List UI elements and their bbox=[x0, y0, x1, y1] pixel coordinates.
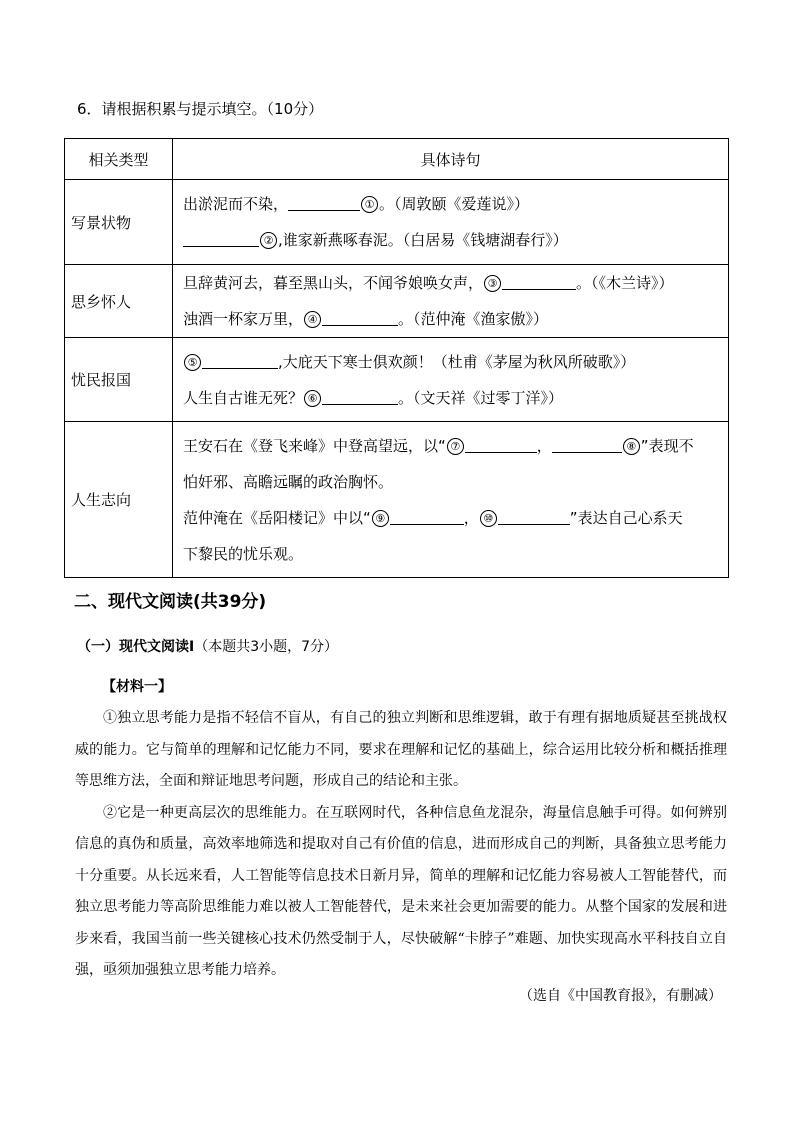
subsection-title: （一）现代文阅读Ⅰ bbox=[77, 639, 195, 655]
verse-text: ， bbox=[536, 436, 552, 455]
section-2-heading: 二、现代文阅读(共39分) bbox=[74, 592, 267, 612]
answer-blank[interactable] bbox=[322, 386, 398, 405]
blank-number: ⑦ bbox=[447, 438, 464, 455]
verse-line: 怕奸邪、高瞻远瞩的政治胸怀。 bbox=[183, 472, 394, 491]
verse-text: 人生自古谁无死？ bbox=[183, 388, 304, 407]
answer-blank[interactable] bbox=[322, 307, 398, 326]
verse-source: 。（文天祥《过零丁洋》） bbox=[398, 388, 564, 407]
blank-number: ⑧ bbox=[623, 438, 640, 455]
paragraph: ①独立思考能力是指不轻信不盲从，有自己的独立判断和思维逻辑，敢于有理有据地质疑甚至挑战权威的能力。它与简单的理解和记忆能力不同，要求在理解和记忆的基础上，综合运用比较分析和概括推理等思维方法，全面和辩证地思考问题，形成自己的结论和主张。 bbox=[75, 710, 727, 789]
header-type: 相关类型 bbox=[65, 139, 173, 180]
row-content bbox=[173, 338, 729, 422]
verse-source: 。（范仲淹《渔家傲》） bbox=[398, 310, 549, 328]
verse-source: 。（周敦颐《爱莲说》） bbox=[379, 195, 530, 213]
table-row bbox=[65, 265, 729, 338]
answer-blank[interactable] bbox=[498, 506, 570, 525]
row-type: 忧民报国 bbox=[65, 338, 173, 422]
row-content bbox=[173, 265, 729, 338]
row-content bbox=[173, 422, 729, 578]
verse-source: ,谁家新燕啄春泥。（白居易《钱塘湖春行》） bbox=[278, 231, 568, 249]
verse-text: 旦辞黄河去，暮至黑山头，不闻爷娘唤女声， bbox=[183, 274, 484, 292]
subsection-note: （本题共3小题，7分） bbox=[194, 639, 339, 655]
blank-number: ⑥ bbox=[304, 390, 321, 407]
question-6-prompt: 6．请根据积累与提示填空。（10分） bbox=[77, 100, 324, 118]
subsection-1-heading bbox=[77, 636, 338, 656]
verse-line bbox=[183, 380, 728, 416]
verse-text: 出淤泥而不染， bbox=[183, 195, 289, 213]
row-type: 思乡怀人 bbox=[65, 265, 173, 338]
answer-blank[interactable] bbox=[552, 434, 622, 453]
verse-line bbox=[183, 265, 728, 301]
table-header-row bbox=[65, 139, 729, 180]
row-content bbox=[173, 180, 729, 265]
verse-line bbox=[183, 222, 728, 258]
verse-line bbox=[183, 344, 728, 380]
blank-number: ④ bbox=[304, 311, 321, 328]
verse-source: ,大庇天下寒士俱欢颜！（杜甫《茅屋为秋风所破歌》） bbox=[278, 352, 636, 371]
blank-number: ⑩ bbox=[480, 510, 497, 527]
verse-text: 浊酒一杯家万里， bbox=[183, 310, 304, 328]
blank-number: ① bbox=[361, 196, 378, 213]
answer-blank[interactable] bbox=[502, 271, 576, 290]
blank-number: ⑤ bbox=[184, 354, 201, 371]
answer-blank[interactable] bbox=[183, 228, 259, 247]
verse-line bbox=[183, 500, 728, 536]
row-type: 人生志向 bbox=[65, 422, 173, 578]
verse-line: 下黎民的忧乐观。 bbox=[183, 544, 304, 563]
blank-number: ⑨ bbox=[372, 510, 389, 527]
header-verses: 具体诗句 bbox=[173, 139, 729, 180]
table-row bbox=[65, 180, 729, 265]
table-row bbox=[65, 422, 729, 578]
verse-line bbox=[183, 301, 728, 337]
answer-blank[interactable] bbox=[465, 434, 537, 453]
material-1-label: 【材料一】 bbox=[102, 679, 172, 695]
verse-source: 。（《木兰诗》） bbox=[576, 274, 674, 292]
answer-blank[interactable] bbox=[288, 192, 360, 211]
verse-text: ， bbox=[463, 508, 479, 527]
verse-line bbox=[183, 428, 728, 464]
table-row bbox=[65, 338, 729, 422]
answer-blank[interactable] bbox=[202, 350, 278, 369]
row-type: 写景状物 bbox=[65, 180, 173, 265]
blank-number: ② bbox=[260, 232, 277, 249]
verse-text: 王安石在《登飞来峰》中登高望远，以“ bbox=[183, 436, 446, 455]
answer-blank[interactable] bbox=[390, 506, 464, 525]
blank-number: ③ bbox=[484, 275, 501, 292]
verse-text: ”表现不 bbox=[640, 436, 694, 455]
reading-passage bbox=[75, 703, 727, 987]
verse-text: ”表达自己心系天 bbox=[569, 508, 683, 527]
source-citation: （选自《中国教育报》，有删减） bbox=[519, 988, 722, 1004]
verse-text: 范仲淹在《岳阳楼记》中以“ bbox=[183, 508, 371, 527]
poetry-fill-table bbox=[64, 138, 729, 578]
paragraph: ②它是一种更高层次的思维能力。在互联网时代，各种信息鱼龙混杂，海量信息触手可得。如何辨别信息的真伪和质量，高效率地筛选和提取对自己有价值的信息，进而形成自己的判断，具备独立思考能力十分重要。从长远来看，人工智能等信息技术日新月异，简单的理解和记忆能力容易被人工智能替代，而独立思考能力等高阶思维能力难以被人工智能替代，是未来社会更加需要的能力。从整个国家的发展和进步来看，我国当前一些关键核心技术仍然受制于人，尽快破解“卡脖子”难题、加快实现高水平科技自立自强，亟须加强独立思考能力培养。 bbox=[75, 804, 727, 978]
verse-line bbox=[183, 186, 728, 222]
